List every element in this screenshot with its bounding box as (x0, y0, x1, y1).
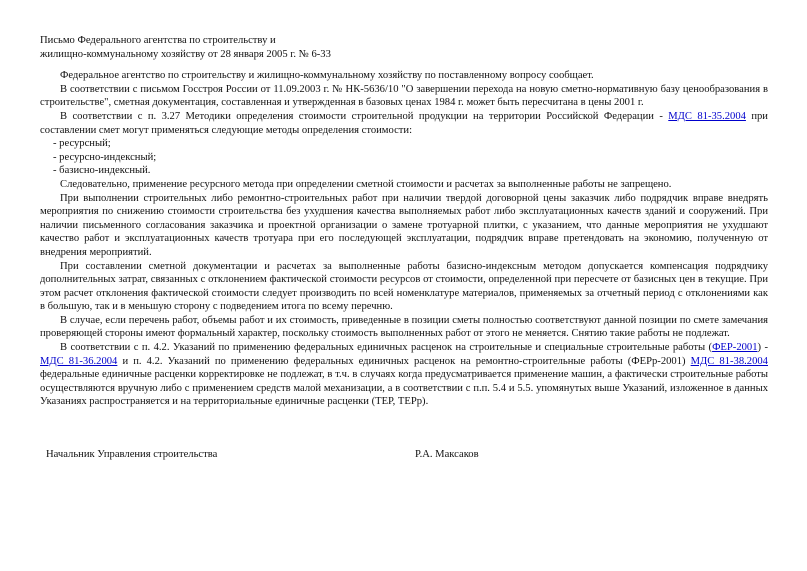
paragraph-2: В соответствии с письмом Госстроя России от 11.09.2003 г. № НК-5636/10 "О завершении перехода на новую сметно-нормативную базу ценообразования в строительстве", сметная документация, составленная и утвержденная в базовых ценах 1984 г. может быть пересчитана в цены 2001 г. (40, 83, 768, 109)
paragraph-8-text-c: и п. 4.2. Указаний по применению федеральных единичных расценок на ремонтно-строительные работы (ФЕРр-2001) (117, 355, 691, 367)
paragraph-3 (40, 110, 768, 137)
methods-list (40, 137, 768, 178)
paragraph-5: При выполнении строительных либо ремонтно-строительных работ при наличии твердой договорной цены заказчик либо подрядчик вправе внедрять мероприятия по снижению стоимости строительства без ухудшения качества выполняемых работ либо эксплуатационных качеств зданий и сооружений. При наличии письменного согласования заказчика и проектной организации о замене тротуарной плитки, с указанием, что данные мероприятия не ухудшают качество работ и эксплуатационных качеств тротуара при его последующей эксплуатации, подрядчик вправе претендовать на экономию, полученную от внедрения мероприятий. (40, 192, 768, 258)
paragraph-8-text-a: В соответствии с п. 4.2. Указаний по применению федеральных единичных расценок на строительные и специальные строительные работы ( (60, 342, 713, 354)
link-mds-81-38-2004[interactable]: МДС 81-38.2004 (690, 355, 768, 367)
document-body (40, 34, 768, 409)
signature-block (46, 448, 546, 462)
link-fer-2001[interactable]: ФЕР-2001 (712, 342, 758, 354)
paragraph-4: Следовательно, применение ресурсного метода при определении сметной стоимости и расчетах за выполненные работы не запрещено. (60, 178, 672, 190)
title-line-2: жилищно-коммунальному хозяйству от 28 января 2005 г. № 6-33 (40, 48, 331, 60)
paragraph-1: Федеральное агентство по строительству и жилищно-коммунальному хозяйству по поставленному вопросу сообщает. (60, 70, 594, 82)
paragraph-8-text-b: ) - (757, 342, 768, 354)
link-mds-81-36-2004[interactable]: МДС 81-36.2004 (40, 355, 118, 367)
title-line-1: Письмо Федерального агентства по строительству и (40, 35, 276, 46)
paragraph-3-text-a: В соответствии с п. 3.27 Методики определения стоимости строительной продукции на территории Российской Федерации - (60, 110, 669, 122)
list-item: - ресурсно-индексный; (53, 151, 157, 163)
paragraph-8-text-d: федеральные единичные расценки корректировке не подлежат, в т.ч. в случаях когда предусматривается применение машин, а фактически строительные работы осуществляются вручную либо с применением средств малой механизации, а в соответствии с п.п. 5.4 и 5.5. упомянутых выше Указаний, изложенное в данных Указаниях распространяется и на территориальные единичные расценки (ТЕР, ТЕРр). (40, 369, 768, 408)
signature-position: Начальник Управления строительства (46, 449, 218, 460)
paragraph-3-text-b: при составлении смет могут применяться следующие методы определения стоимости: (40, 110, 768, 136)
paragraph-7: В случае, если перечень работ, объемы работ и их стоимость, приведенные в позиции сметы полностью соответствуют данной позиции по смете замечания проверяющей стороны имеют формальный характер, поскольку стоимость выполненных работ от этого не меняется. Снятию такие работы не подлежат. (40, 314, 768, 340)
paragraph-6: При составлении сметной документации и расчетах за выполненные работы базисно-индексным методом допускается компенсация подрядчику дополнительных затрат, связанных с отклонением фактической стоимости ресурсов от стоимости, определенной при пересчете от базисных цен в текущие. При этом расчет отклонения фактической стоимости следует производить по всей номенклатуре материалов, применяемых за отчетный период с отклонениями как в большую, так и в меньшую сторону с подведением итога по всему перечню. (40, 260, 768, 313)
paragraph-8 (40, 341, 768, 409)
link-mds-81-35-2004[interactable]: МДС 81-35.2004 (668, 110, 746, 122)
list-item: - базисно-индексный. (53, 165, 151, 177)
signature-name: Р.А. Максаков (415, 449, 479, 460)
list-item: - ресурсный; (53, 138, 111, 150)
document-title (40, 34, 768, 61)
